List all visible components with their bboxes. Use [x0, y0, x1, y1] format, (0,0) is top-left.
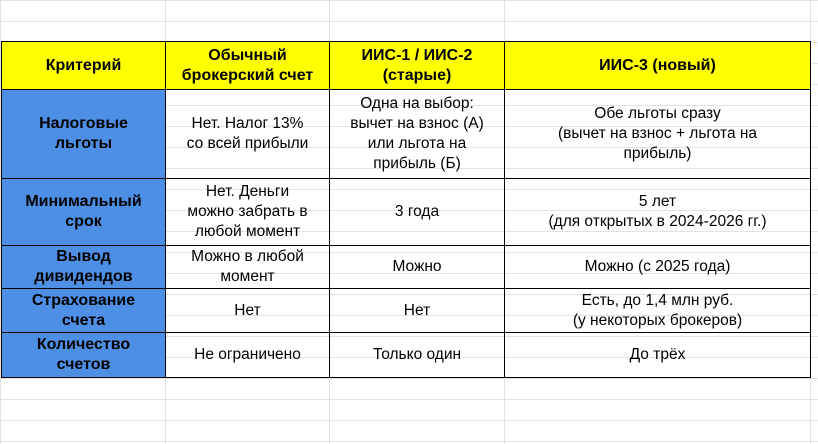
criterion-cell[interactable]: Налоговые льготы — [2, 90, 166, 179]
header-regular-account[interactable]: Обычный брокерский счет — [166, 42, 330, 90]
comparison-table — [1, 41, 811, 378]
table-row — [2, 289, 811, 333]
header-iis-1-2[interactable]: ИИС-1 / ИИС-2 (старые) — [330, 42, 505, 90]
regular-cell[interactable]: Не ограничено — [166, 333, 330, 378]
iis12-cell[interactable]: Только один — [330, 333, 505, 378]
iis3-cell[interactable]: Обе льготы сразу (вычет на взнос + льгота на прибыль) — [505, 90, 811, 179]
header-row — [2, 42, 811, 90]
table-row — [2, 246, 811, 289]
regular-cell[interactable]: Нет — [166, 289, 330, 333]
iis3-cell[interactable]: Есть, до 1,4 млн руб. (у некоторых брокеров) — [505, 289, 811, 333]
criterion-cell[interactable]: Вывод дивидендов — [2, 246, 166, 289]
regular-cell[interactable]: Нет. Деньги можно забрать в любой момент — [166, 179, 330, 246]
regular-cell[interactable]: Можно в любой момент — [166, 246, 330, 289]
iis3-cell[interactable]: 5 лет (для открытых в 2024-2026 гг.) — [505, 179, 811, 246]
iis12-cell[interactable]: Нет — [330, 289, 505, 333]
table-row — [2, 90, 811, 179]
iis3-cell[interactable]: До трёх — [505, 333, 811, 378]
iis3-cell[interactable]: Можно (с 2025 года) — [505, 246, 811, 289]
table-row — [2, 333, 811, 378]
criterion-cell[interactable]: Количество счетов — [2, 333, 166, 378]
header-criterion[interactable]: Критерий — [2, 42, 166, 90]
criterion-cell[interactable]: Минимальный срок — [2, 179, 166, 246]
iis12-cell[interactable]: Можно — [330, 246, 505, 289]
header-iis-3[interactable]: ИИС-3 (новый) — [505, 42, 811, 90]
iis12-cell[interactable]: 3 года — [330, 179, 505, 246]
criterion-cell[interactable]: Страхование счета — [2, 289, 166, 333]
table-row — [2, 179, 811, 246]
iis12-cell[interactable]: Одна на выбор: вычет на взнос (А) или льгота на прибыль (Б) — [330, 90, 505, 179]
regular-cell[interactable]: Нет. Налог 13% со всей прибыли — [166, 90, 330, 179]
